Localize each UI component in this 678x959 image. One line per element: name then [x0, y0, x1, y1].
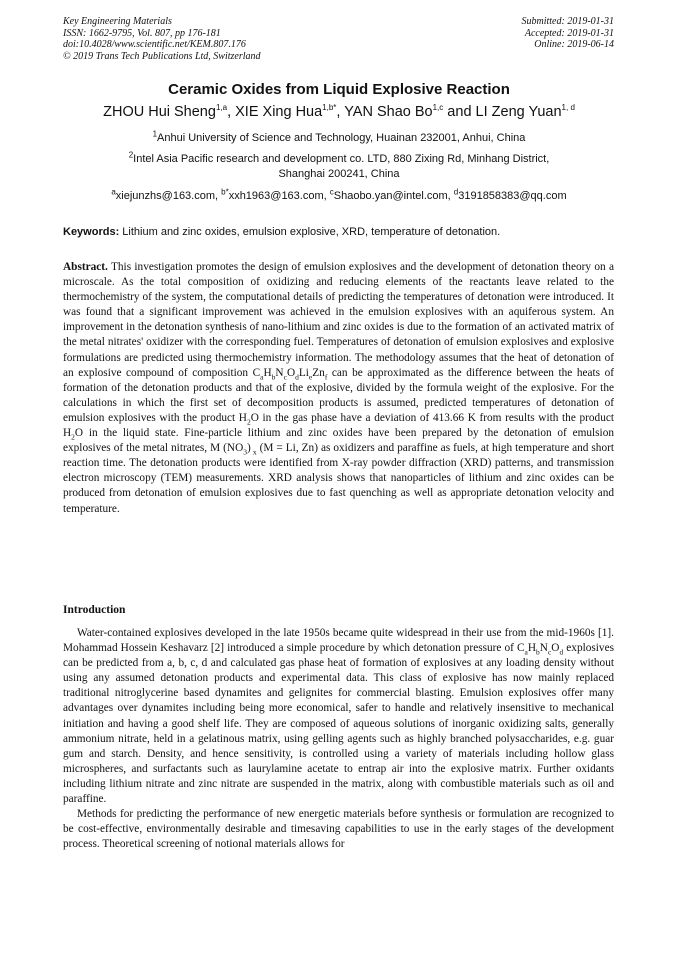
keywords	[63, 226, 623, 238]
journal-copyright: © 2019 Trans Tech Publications Ltd, Switzerland	[63, 50, 261, 62]
keywords-text: Lithium and zinc oxides, emulsion explosive, XRD, temperature of detonation.	[119, 226, 501, 238]
author-affiliation-mark: 1, d	[561, 103, 575, 113]
online-date: Online: 2019-06-14	[534, 39, 614, 50]
journal-metadata	[63, 16, 261, 62]
section-heading-introduction: Introduction	[63, 604, 126, 616]
affiliation-2: $^2$Intel Asia Pacific research and development co. LTD, 880 Zixing Rd, Minhang District, Shanghai 200241, China	[128, 150, 550, 180]
email-link[interactable]: Shaobo.yan@intel.com,	[333, 190, 454, 202]
author-name: , XIE Xing Hua	[227, 104, 323, 120]
abstract: Abstract. This investigation promotes the design of emulsion explosives and the development of detonation theory on a microscale. As the total composition of oxidizing and reducing elements of the reactants leave related to the thermochemistry of the system, the computational details of predicting the temperatures of detonation were introduced. It was found that a significant improvement was achieved in the emulsion explosives with an aquiferous system. An improvement in the detonation synthesis of nano-lithium and zinc oxides is due to the formation of an activated matrix of the metal nitrates' oxidizer with the corresponding fuel. Temperatures of detonation of emulsion explosives and explosive formulations are predicted using thermochemistry information. The methodology assumes that the heat of detonation of an explosive compound of composition $C_aH_bN_cO_dLi_eZn_f$ can be approximated as the difference between the heats of formation of the detonation products and that of the explosive, divided by the formula weight of the explosive. For the calculations in which the first set of decomposition products is assumed, predicted temperatures of detonation of emulsion explosives with the product $H_2O$ in the gas phase have a deviation of 413.66 K from results with the product $H_2O$ in the liquid state. Fine-particle lithium and zinc oxides have been prepared by the detonation of emulsion explosives of the metal nitrates, M $(NO_3)$ $_x$ (M = Li, Zn) as oxidizers and paraffine as fuels, at high temperature and short reaction time. The detonation products were identified from X-ray powder diffraction (XRD) patterns, and transmission electron microscopy (TEM) measurements. XRD analysis shows that nanoparticles of lithium and zinc oxides can be produced from detonation of emulsion explosives due to fast quenching as well as appropriate detonation velocity and temperature.	[63, 261, 615, 515]
email-link[interactable]: 3191858383@qq.com	[458, 190, 567, 202]
author-affiliation-mark: 1,c	[432, 103, 444, 113]
submitted-date: Submitted: 2019-01-31	[521, 16, 614, 27]
introduction-body	[63, 626, 614, 852]
journal-doi: doi:10.4028/www.scientific.net/KEM.807.176	[63, 39, 246, 50]
author-name: ZHOU Hui Sheng	[103, 104, 216, 120]
journal-issn: ISSN: 1662-9795, Vol. 807, pp 176-181	[63, 27, 221, 39]
author-affiliation-mark: 1,b*	[322, 103, 337, 113]
author-emails: $^a$xiejunzhs@163.com, $^{b*}$xxh1963@163.com, $^c$Shaobo.yan@intel.com, $^d$3191858383@qq.com	[111, 187, 567, 202]
paragraph: Methods for predicting the performance of new energetic materials before synthesis or formulation are recognized to be cost-effective, environmentally desirable and timesaving capabilities to use in the early stages of the development process. Theoretical screening of notional materials allows for	[63, 808, 614, 851]
author-name: , YAN Shao Bo	[336, 104, 433, 120]
author-list	[0, 104, 678, 120]
email-link[interactable]: xxh1963@163.com,	[228, 190, 330, 202]
keywords-label: Keywords:	[63, 226, 120, 238]
accepted-date: Accepted: 2019-01-31	[524, 27, 614, 39]
journal-name: Key Engineering Materials	[63, 16, 172, 27]
author-name: and LI Zeng Yuan	[443, 104, 562, 120]
affiliation-1: $^1$Anhui University of Science and Technology, Huainan 232001, Anhui, China	[152, 129, 526, 144]
paper-title: Ceramic Oxides from Liquid Explosive Reaction	[168, 81, 510, 98]
submission-dates	[522, 16, 615, 51]
abstract-label: Abstract.	[63, 261, 108, 273]
author-affiliation-mark: 1,a	[215, 103, 228, 113]
paragraph: Water-contained explosives developed in the late 1950s became quite widespread in their use from the mid-1960s [1]. Mohammad Hossein Keshavarz [2] introduced a simple procedure by which detonation pressure of $C_aH_bN_cO_d$ explosives can be predicted from a, b, c, d and calculated gas phase heat of formation of explosives at any loading density without using any assumed detonation products and experimental data. This class of explosive has now mainly replaced traditional nitroglycerine based dynamites and gelignites for commercial blasting. Emulsion explosives offer many advantages over dynamites including being more economical, safer to handle and relatively insensitive to mechanical initiation and having a good shelf life. They are composed of aqueous solutions of inorganic oxidizing salts, generally ammonium nitrate, held in a gelatinous matrix, using gelling agents such as highly branched polysaccharides, e.g. guar gum and starch. Density, and hence sensitivity, is controlled using a variety of materials including hollow glass microspheres, and surfactants such as laurylamine acetate to entrap air into the explosive matrix. Further oxidants including lithium nitrate and zinc nitrate are suspended in the matrix, along with combustible materials such as oil and paraffine.	[63, 627, 614, 806]
email-link[interactable]: xiejunzhs@163.com,	[115, 190, 222, 202]
